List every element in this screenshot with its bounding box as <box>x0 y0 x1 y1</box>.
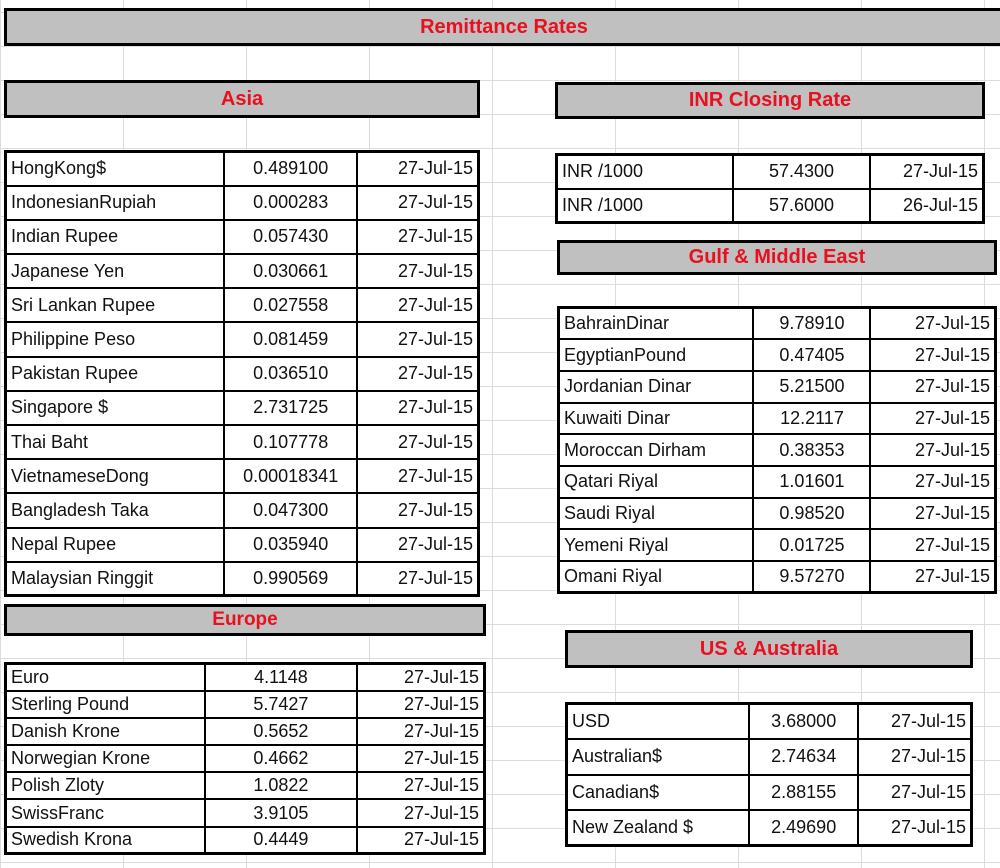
currency-name: Danish Krone <box>6 718 205 745</box>
section-header-gulf: Gulf & Middle East <box>557 240 997 275</box>
rate-value: 57.4300 <box>733 155 870 189</box>
table-row <box>6 459 479 493</box>
rate-date: 27-Jul-15 <box>357 357 478 391</box>
rate-value: 0.047300 <box>224 493 357 527</box>
rate-date: 27-Jul-15 <box>858 739 971 775</box>
rate-date: 27-Jul-15 <box>858 775 971 811</box>
rate-date: 27-Jul-15 <box>357 322 478 356</box>
table-row <box>559 339 996 371</box>
currency-name: HongKong$ <box>6 152 225 186</box>
table-row <box>6 220 479 254</box>
page-title: Remittance Rates <box>4 8 1000 46</box>
currency-name: Swedish Krona <box>6 827 205 854</box>
rate-date: 27-Jul-15 <box>357 391 478 425</box>
rate-value: 0.47405 <box>753 339 870 371</box>
currency-name: Canadian$ <box>567 775 750 811</box>
currency-name: New Zealand $ <box>567 810 750 846</box>
table-row <box>557 189 984 223</box>
rate-date: 27-Jul-15 <box>357 691 484 718</box>
rate-value: 0.057430 <box>224 220 357 254</box>
currency-name: Saudi Riyal <box>559 498 754 530</box>
rate-date: 27-Jul-15 <box>357 493 478 527</box>
rate-date: 26-Jul-15 <box>870 189 984 223</box>
currency-name: Australian$ <box>567 739 750 775</box>
rate-value: 2.74634 <box>749 739 858 775</box>
rate-date: 27-Jul-15 <box>870 371 995 403</box>
rate-value: 2.731725 <box>224 391 357 425</box>
currency-name: Yemeni Riyal <box>559 529 754 561</box>
table-inr <box>555 153 985 224</box>
rate-date: 27-Jul-15 <box>357 528 478 562</box>
rate-date: 27-Jul-15 <box>870 529 995 561</box>
table-row <box>6 425 479 459</box>
rate-value: 0.4449 <box>205 827 358 854</box>
rate-date: 27-Jul-15 <box>357 745 484 772</box>
currency-name: SwissFranc <box>6 799 205 826</box>
table-row <box>567 704 972 740</box>
rate-value: 0.107778 <box>224 425 357 459</box>
table-row <box>6 152 479 186</box>
rate-value: 0.5652 <box>205 718 358 745</box>
table-row <box>6 391 479 425</box>
rate-value: 0.030661 <box>224 254 357 288</box>
rate-date: 27-Jul-15 <box>870 498 995 530</box>
currency-name: Pakistan Rupee <box>6 357 225 391</box>
rate-date: 27-Jul-15 <box>870 155 984 189</box>
currency-name: Philippine Peso <box>6 322 225 356</box>
rate-date: 27-Jul-15 <box>357 664 484 691</box>
rate-value: 0.489100 <box>224 152 357 186</box>
table-row <box>6 772 485 799</box>
table-row <box>6 186 479 220</box>
rate-date: 27-Jul-15 <box>357 186 478 220</box>
rate-value: 0.081459 <box>224 322 357 356</box>
rate-date: 27-Jul-15 <box>357 254 478 288</box>
table-row <box>6 664 485 691</box>
section-header-asia: Asia <box>4 80 480 118</box>
table-row <box>6 357 479 391</box>
table-gulf <box>557 306 997 594</box>
section-header-europe: Europe <box>4 604 486 636</box>
currency-name: Thai Baht <box>6 425 225 459</box>
rate-value: 1.0822 <box>205 772 358 799</box>
table-row <box>559 561 996 593</box>
rate-value: 4.1148 <box>205 664 358 691</box>
table-row <box>559 466 996 498</box>
rate-value: 0.00018341 <box>224 459 357 493</box>
rate-date: 27-Jul-15 <box>870 339 995 371</box>
rate-value: 1.01601 <box>753 466 870 498</box>
rate-value: 2.88155 <box>749 775 858 811</box>
rate-value: 0.98520 <box>753 498 870 530</box>
table-row <box>6 562 479 596</box>
rate-value: 5.7427 <box>205 691 358 718</box>
currency-name: BahrainDinar <box>559 308 754 340</box>
table-row <box>6 322 479 356</box>
rate-value: 3.9105 <box>205 799 358 826</box>
rate-date: 27-Jul-15 <box>858 704 971 740</box>
currency-name: Nepal Rupee <box>6 528 225 562</box>
table-row <box>559 498 996 530</box>
table-row <box>6 254 479 288</box>
rate-date: 27-Jul-15 <box>357 425 478 459</box>
table-row <box>6 493 479 527</box>
currency-name: Jordanian Dinar <box>559 371 754 403</box>
table-us <box>565 702 973 847</box>
table-row <box>6 691 485 718</box>
rate-date: 27-Jul-15 <box>357 827 484 854</box>
currency-name: Omani Riyal <box>559 561 754 593</box>
currency-name: Japanese Yen <box>6 254 225 288</box>
currency-name: Norwegian Krone <box>6 745 205 772</box>
table-row <box>6 528 479 562</box>
rate-value: 0.38353 <box>753 434 870 466</box>
table-row <box>567 810 972 846</box>
rate-value: 0.4662 <box>205 745 358 772</box>
rate-date: 27-Jul-15 <box>870 434 995 466</box>
currency-name: INR /1000 <box>557 155 734 189</box>
currency-name: Kuwaiti Dinar <box>559 403 754 435</box>
rate-value: 0.000283 <box>224 186 357 220</box>
currency-name: Qatari Riyal <box>559 466 754 498</box>
rate-date: 27-Jul-15 <box>870 561 995 593</box>
table-row <box>559 403 996 435</box>
rate-date: 27-Jul-15 <box>357 562 478 596</box>
table-row <box>6 288 479 322</box>
currency-name: INR /1000 <box>557 189 734 223</box>
table-asia <box>4 150 480 597</box>
currency-name: Sri Lankan Rupee <box>6 288 225 322</box>
rate-value: 0.035940 <box>224 528 357 562</box>
rate-date: 27-Jul-15 <box>357 288 478 322</box>
table-row <box>559 434 996 466</box>
currency-name: IndonesianRupiah <box>6 186 225 220</box>
rate-value: 0.990569 <box>224 562 357 596</box>
table-row <box>6 718 485 745</box>
rate-value: 0.036510 <box>224 357 357 391</box>
rate-date: 27-Jul-15 <box>870 308 995 340</box>
currency-name: Singapore $ <box>6 391 225 425</box>
rate-date: 27-Jul-15 <box>870 403 995 435</box>
table-row <box>6 799 485 826</box>
currency-name: Sterling Pound <box>6 691 205 718</box>
rate-value: 5.21500 <box>753 371 870 403</box>
currency-name: EgyptianPound <box>559 339 754 371</box>
rate-date: 27-Jul-15 <box>858 810 971 846</box>
currency-name: Bangladesh Taka <box>6 493 225 527</box>
rate-date: 27-Jul-15 <box>870 466 995 498</box>
table-row <box>6 745 485 772</box>
currency-name: Malaysian Ringgit <box>6 562 225 596</box>
rate-value: 2.49690 <box>749 810 858 846</box>
table-europe <box>4 662 486 855</box>
table-row <box>567 739 972 775</box>
rate-date: 27-Jul-15 <box>357 718 484 745</box>
currency-name: USD <box>567 704 750 740</box>
currency-name: Moroccan Dirham <box>559 434 754 466</box>
table-row <box>557 155 984 189</box>
rate-value: 9.57270 <box>753 561 870 593</box>
rate-value: 0.027558 <box>224 288 357 322</box>
rate-date: 27-Jul-15 <box>357 799 484 826</box>
table-row <box>6 827 485 854</box>
currency-name: Polish Zloty <box>6 772 205 799</box>
section-header-us: US & Australia <box>565 630 973 668</box>
rate-value: 9.78910 <box>753 308 870 340</box>
rate-value: 3.68000 <box>749 704 858 740</box>
rate-date: 27-Jul-15 <box>357 220 478 254</box>
currency-name: Indian Rupee <box>6 220 225 254</box>
currency-name: VietnameseDong <box>6 459 225 493</box>
rate-date: 27-Jul-15 <box>357 772 484 799</box>
table-row <box>567 775 972 811</box>
table-row <box>559 529 996 561</box>
rate-value: 0.01725 <box>753 529 870 561</box>
rate-date: 27-Jul-15 <box>357 152 478 186</box>
table-row <box>559 308 996 340</box>
rate-date: 27-Jul-15 <box>357 459 478 493</box>
currency-name: Euro <box>6 664 205 691</box>
section-header-inr: INR Closing Rate <box>555 82 985 119</box>
rate-value: 12.2117 <box>753 403 870 435</box>
rate-value: 57.6000 <box>733 189 870 223</box>
table-row <box>559 371 996 403</box>
